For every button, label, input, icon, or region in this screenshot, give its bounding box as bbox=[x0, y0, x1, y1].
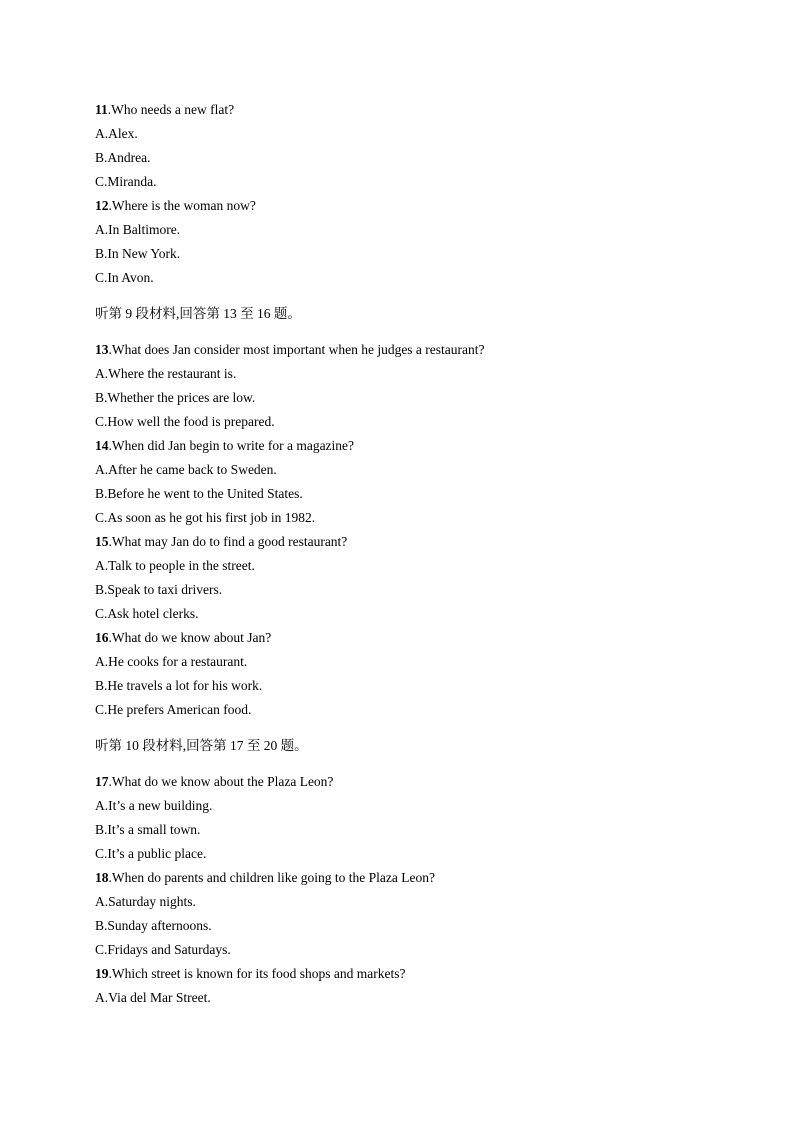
question-number: 12 bbox=[95, 198, 109, 213]
question-19 bbox=[95, 962, 735, 986]
question-number: 19 bbox=[95, 966, 109, 981]
question-text: .When did Jan begin to write for a magazine? bbox=[108, 438, 355, 453]
option-13-b: B.Whether the prices are low. bbox=[95, 390, 256, 405]
question-16 bbox=[95, 626, 735, 650]
option-16-b: B.He travels a lot for his work. bbox=[95, 678, 263, 693]
option-13-a: A.Where the restaurant is. bbox=[95, 366, 237, 381]
question-17 bbox=[95, 770, 735, 794]
section-heading-10: 听第 10 段材料,回答第 17 至 20 题。 bbox=[95, 738, 308, 753]
option-19-a: A.Via del Mar Street. bbox=[95, 990, 211, 1005]
option-13-c: C.How well the food is prepared. bbox=[95, 414, 275, 429]
option-11-a: A.Alex. bbox=[95, 126, 138, 141]
document-page bbox=[95, 98, 735, 1010]
option-15-a: A.Talk to people in the street. bbox=[95, 558, 255, 573]
question-text: .What do we know about the Plaza Leon? bbox=[108, 774, 334, 789]
question-14 bbox=[95, 434, 735, 458]
question-number: 11 bbox=[95, 102, 108, 117]
option-14-b: B.Before he went to the United States. bbox=[95, 486, 303, 501]
question-13 bbox=[95, 338, 735, 362]
option-11-b: B.Andrea. bbox=[95, 150, 151, 165]
question-number: 14 bbox=[95, 438, 109, 453]
option-18-c: C.Fridays and Saturdays. bbox=[95, 942, 231, 957]
option-15-b: B.Speak to taxi drivers. bbox=[95, 582, 223, 597]
option-11-c: C.Miranda. bbox=[95, 174, 157, 189]
option-17-c: C.It’s a public place. bbox=[95, 846, 207, 861]
question-12 bbox=[95, 194, 735, 218]
question-number: 17 bbox=[95, 774, 109, 789]
question-number: 18 bbox=[95, 870, 109, 885]
question-15 bbox=[95, 530, 735, 554]
option-15-c: C.Ask hotel clerks. bbox=[95, 606, 199, 621]
option-18-a: A.Saturday nights. bbox=[95, 894, 196, 909]
question-text: .What may Jan do to find a good restaurant? bbox=[108, 534, 348, 549]
question-11 bbox=[95, 98, 735, 122]
question-text: .When do parents and children like going to the Plaza Leon? bbox=[108, 870, 436, 885]
option-16-a: A.He cooks for a restaurant. bbox=[95, 654, 248, 669]
option-17-a: A.It’s a new building. bbox=[95, 798, 213, 813]
question-text: .What does Jan consider most important when he judges a restaurant? bbox=[108, 342, 485, 357]
option-14-c: C.As soon as he got his first job in 1982. bbox=[95, 510, 316, 525]
option-16-c: C.He prefers American food. bbox=[95, 702, 252, 717]
question-text: .What do we know about Jan? bbox=[108, 630, 272, 645]
option-14-a: A.After he came back to Sweden. bbox=[95, 462, 277, 477]
question-text: .Which street is known for its food shops and markets? bbox=[108, 966, 406, 981]
question-number: 13 bbox=[95, 342, 109, 357]
option-17-b: B.It’s a small town. bbox=[95, 822, 201, 837]
option-18-b: B.Sunday afternoons. bbox=[95, 918, 212, 933]
question-number: 16 bbox=[95, 630, 109, 645]
question-text: .Who needs a new flat? bbox=[107, 102, 235, 117]
option-12-a: A.In Baltimore. bbox=[95, 222, 181, 237]
question-18 bbox=[95, 866, 735, 890]
section-heading-9: 听第 9 段材料,回答第 13 至 16 题。 bbox=[95, 306, 301, 321]
option-12-b: B.In New York. bbox=[95, 246, 181, 261]
question-text: .Where is the woman now? bbox=[108, 198, 256, 213]
question-number: 15 bbox=[95, 534, 109, 549]
option-12-c: C.In Avon. bbox=[95, 270, 154, 285]
